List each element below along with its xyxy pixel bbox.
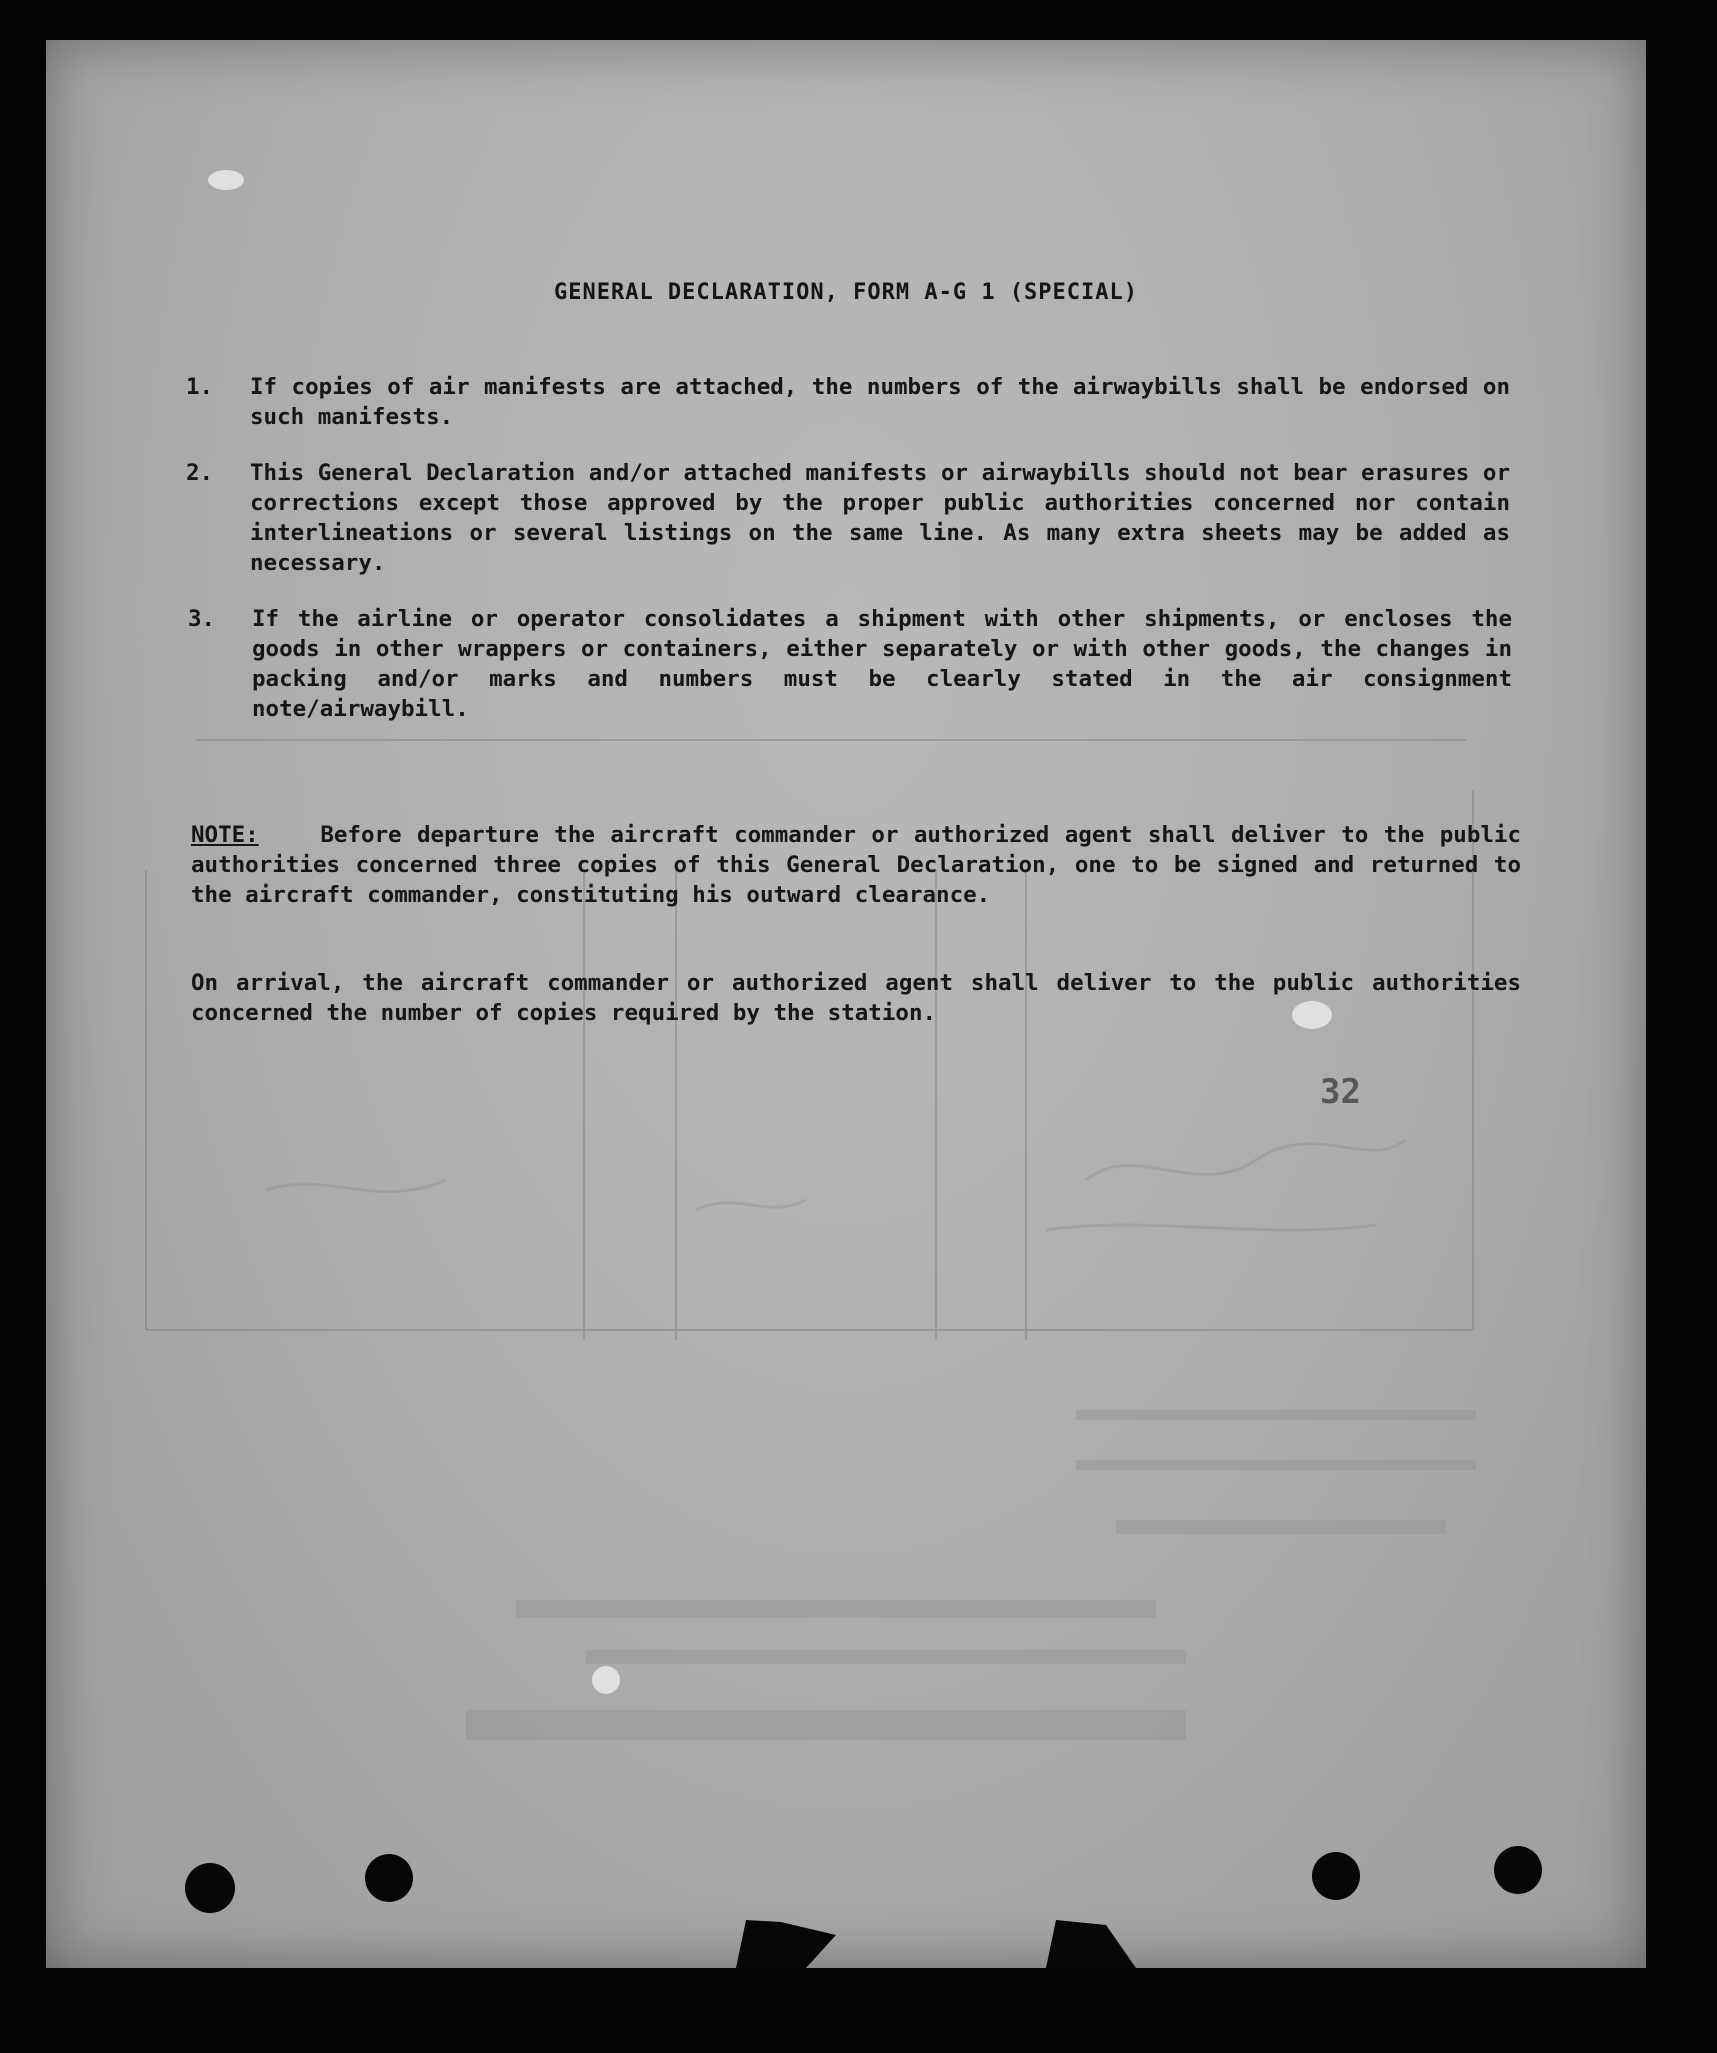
note-paragraph: [191, 820, 1521, 910]
item-number: 2.: [186, 460, 214, 486]
item-number: 3.: [188, 606, 216, 632]
note-text: Before departure the aircraft commander or authorized agent shall deliver to the public authorities concerned three copies of this General Declaration, one to be signed and returned to the aircraft commander, constituting his outward clearance.: [191, 822, 1521, 908]
arrival-paragraph: On arrival, the aircraft commander or authorized agent shall deliver to the public authorities concerned the number of copies required by the station.: [191, 970, 1521, 1026]
item-text: If copies of air manifests are attached, the numbers of the airwaybills shall be endorsed on such manifests.: [250, 374, 1510, 430]
note-label: NOTE:: [191, 822, 259, 848]
form-title: GENERAL DECLARATION, FORM A-G 1 (SPECIAL): [553, 280, 1139, 305]
item-text: This General Declaration and/or attached manifests or airwaybills should not bear erasures or corrections except those approved by the proper public authorities concerned nor contain interlineations or several listings on the same line. As many extra sheets may be added as necessary.: [250, 460, 1510, 576]
page-mark: 32: [1320, 1072, 1361, 1112]
item-text: If the airline or operator consolidates a shipment with other shipments, or encloses the goods in other wrappers or containers, either separately or with other goods, the changes in packing and/or marks and numbers must be clearly stated in the air consignment note/airwaybill.: [252, 606, 1512, 722]
item-number: 1.: [186, 374, 214, 400]
paper-sheet: [46, 40, 1646, 1968]
